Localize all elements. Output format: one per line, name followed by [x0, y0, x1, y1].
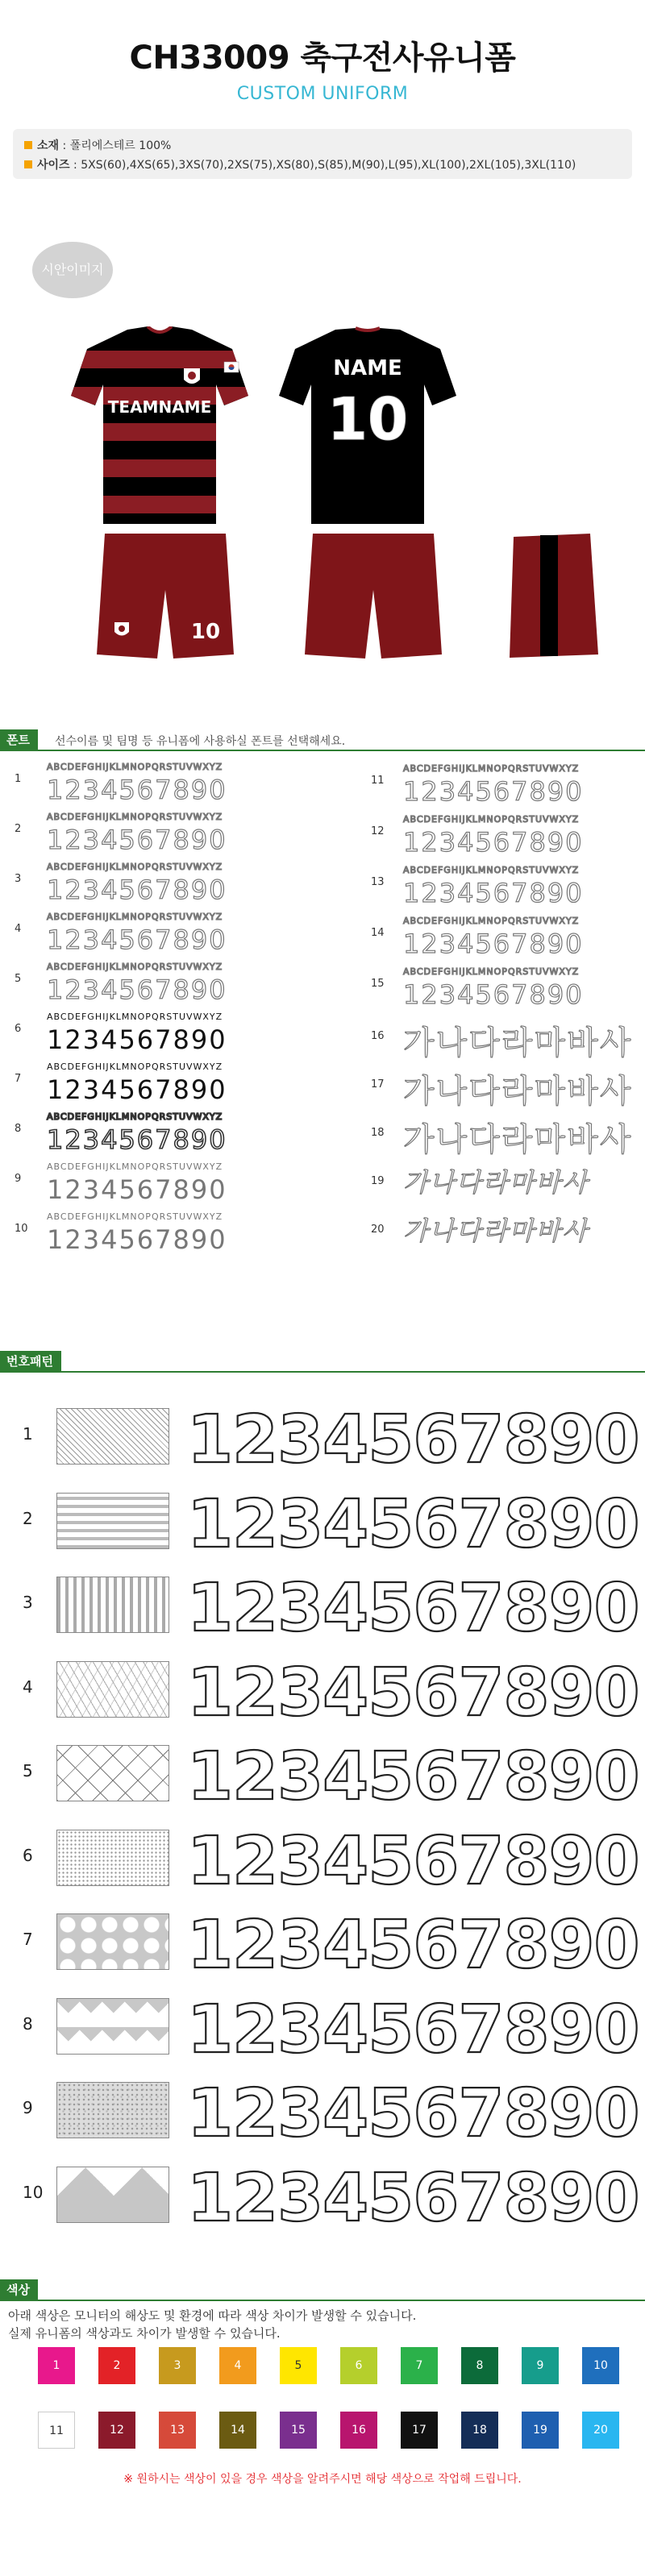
- shorts-number: 10: [190, 620, 221, 644]
- pattern-option[interactable]: [0, 1402, 645, 1478]
- font-alphabet-sample: ABCDEFGHIJKLMNOPQRSTUVWXYZ: [47, 1012, 223, 1022]
- pattern-digits-sample: 1234567890: [187, 2159, 639, 2237]
- font-number: 11: [371, 775, 385, 787]
- font-hangul-sample: 가나다라마바사: [403, 1073, 633, 1110]
- font-number: 16: [371, 1030, 385, 1042]
- font-digits-sample: 1234567890: [47, 775, 227, 805]
- font-digits-sample: 1234567890: [403, 776, 584, 807]
- preview-badge: 시안이미지: [32, 242, 113, 298]
- color-swatch[interactable]: 5: [280, 2347, 317, 2384]
- pattern-swatch: [56, 1998, 169, 2055]
- font-number: 4: [15, 923, 22, 935]
- patterns-section-divider: [0, 1371, 645, 1373]
- color-swatch[interactable]: 20: [582, 2412, 619, 2449]
- color-swatch[interactable]: 11: [38, 2412, 75, 2449]
- font-alphabet-sample: ABCDEFGHIJKLMNOPQRSTUVWXYZ: [47, 762, 223, 772]
- pattern-swatch: [56, 1577, 169, 1633]
- front-team-name: TEAMNAME: [107, 397, 212, 417]
- color-swatch[interactable]: 17: [401, 2412, 438, 2449]
- font-alphabet-sample: ABCDEFGHIJKLMNOPQRSTUVWXYZ: [47, 1062, 223, 1072]
- pattern-number: 10: [23, 2182, 44, 2202]
- color-swatch[interactable]: 9: [522, 2347, 559, 2384]
- pattern-number: 9: [23, 2098, 33, 2117]
- crest-icon: [184, 368, 200, 384]
- color-swatch[interactable]: 18: [461, 2412, 498, 2449]
- color-request-notice: ※ 원하시는 색상이 있을 경우 색상을 알려주시면 해당 색상으로 작업해 드립니다.: [123, 2473, 522, 2486]
- color-swatch[interactable]: 7: [401, 2347, 438, 2384]
- fonts-section-title: 폰트: [0, 729, 38, 750]
- crest-icon: [114, 622, 129, 636]
- font-number: 2: [15, 823, 22, 835]
- color-swatch[interactable]: 8: [461, 2347, 498, 2384]
- pattern-swatch: [56, 1408, 169, 1465]
- pattern-swatch: [56, 1661, 169, 1718]
- font-digits-sample: 1234567890: [47, 875, 227, 905]
- patterns-section-title: 번호패턴: [0, 1351, 61, 1372]
- pattern-digits-sample: 1234567890: [187, 1822, 639, 1900]
- pattern-option[interactable]: [0, 1739, 645, 1815]
- pattern-option[interactable]: [0, 1822, 645, 1900]
- pattern-digits-sample: 1234567890: [187, 1907, 639, 1984]
- bullet-square-icon: [24, 160, 32, 168]
- font-number: 20: [371, 1224, 385, 1236]
- font-number: 1: [15, 773, 22, 785]
- pattern-option[interactable]: [0, 1991, 645, 2068]
- pattern-swatch: [56, 2082, 169, 2138]
- font-number: 10: [15, 1223, 28, 1235]
- back-shorts-image: [305, 534, 442, 663]
- font-number: 13: [371, 876, 385, 888]
- font-number: 14: [371, 927, 385, 939]
- color-notice-line2: 실제 유니폼의 색상과도 차이가 발생할 수 있습니다.: [8, 2326, 281, 2341]
- pattern-option[interactable]: [0, 1654, 645, 1731]
- font-digits-sample: 1234567890: [403, 827, 584, 858]
- font-number: 12: [371, 825, 385, 837]
- font-digits-sample: 1234567890: [47, 1174, 227, 1205]
- flag-icon: [224, 362, 239, 372]
- pattern-swatch: [56, 2167, 169, 2223]
- pattern-number: 2: [23, 1508, 33, 1528]
- font-digits-sample: 1234567890: [47, 1224, 227, 1255]
- font-alphabet-sample: ABCDEFGHIJKLMNOPQRSTUVWXYZ: [403, 916, 580, 926]
- font-number: 6: [15, 1023, 22, 1035]
- color-swatch[interactable]: 10: [582, 2347, 619, 2384]
- font-alphabet-sample: ABCDEFGHIJKLMNOPQRSTUVWXYZ: [47, 912, 223, 922]
- front-jersey-image: [71, 326, 248, 524]
- font-alphabet-sample: ABCDEFGHIJKLMNOPQRSTUVWXYZ: [47, 1211, 223, 1222]
- font-alphabet-sample: ABCDEFGHIJKLMNOPQRSTUVWXYZ: [403, 763, 580, 774]
- spec-material: 소재 : 폴리에스테르 100%: [24, 137, 171, 153]
- font-digits-sample: 1234567890: [47, 1074, 227, 1105]
- font-hangul-sample: 가나다라마바사: [403, 1121, 633, 1158]
- font-alphabet-sample: ABCDEFGHIJKLMNOPQRSTUVWXYZ: [403, 814, 580, 825]
- color-swatch[interactable]: 3: [159, 2347, 196, 2384]
- font-digits-sample: 1234567890: [47, 1124, 227, 1155]
- font-number: 3: [15, 873, 22, 885]
- color-swatch[interactable]: 6: [340, 2347, 377, 2384]
- color-swatch[interactable]: 13: [159, 2412, 196, 2449]
- pattern-digits-sample: 1234567890: [187, 1654, 639, 1731]
- pattern-number: 4: [23, 1676, 33, 1697]
- pattern-option[interactable]: [0, 2075, 645, 2152]
- font-number: 8: [15, 1123, 22, 1135]
- color-swatch[interactable]: 2: [98, 2347, 135, 2384]
- pattern-number: 7: [23, 1930, 33, 1949]
- font-number: 7: [15, 1073, 22, 1085]
- color-swatch[interactable]: 15: [280, 2412, 317, 2449]
- bullet-square-icon: [24, 141, 32, 149]
- pattern-digits-sample: 1234567890: [187, 1485, 639, 1563]
- spec-size: 사이즈 : 5XS(60),4XS(65),3XS(70),2XS(75),XS(80),S(85),M(90),L(95),XL(100),2XL(105),3XL(110): [24, 156, 576, 172]
- font-number: 18: [371, 1127, 385, 1139]
- font-digits-sample: 1234567890: [403, 979, 584, 1010]
- font-alphabet-sample: ABCDEFGHIJKLMNOPQRSTUVWXYZ: [47, 1111, 223, 1122]
- pattern-number: 6: [23, 1845, 33, 1865]
- back-player-name: NAME: [333, 356, 402, 380]
- side-shorts-image: [510, 534, 598, 663]
- font-number: 15: [371, 978, 385, 990]
- font-number: 19: [371, 1175, 385, 1187]
- color-swatch[interactable]: 16: [340, 2412, 377, 2449]
- font-hangul-sample: 가나다라마바사: [403, 1167, 589, 1198]
- font-alphabet-sample: ABCDEFGHIJKLMNOPQRSTUVWXYZ: [47, 862, 223, 872]
- back-player-number: 10: [327, 385, 409, 453]
- spec-box: [13, 129, 632, 179]
- pattern-digits-sample: 1234567890: [187, 2075, 639, 2152]
- product-subtitle: CUSTOM UNIFORM: [236, 84, 409, 104]
- color-swatch[interactable]: 4: [219, 2347, 256, 2384]
- pattern-option[interactable]: [0, 2159, 645, 2237]
- font-digits-sample: 1234567890: [47, 974, 227, 1005]
- pattern-digits-sample: 1234567890: [187, 1991, 639, 2068]
- front-shorts-image: [97, 534, 234, 663]
- pattern-swatch: [56, 1745, 169, 1801]
- font-alphabet-sample: ABCDEFGHIJKLMNOPQRSTUVWXYZ: [47, 812, 223, 822]
- color-swatch[interactable]: 19: [522, 2412, 559, 2449]
- font-number: 5: [15, 973, 22, 985]
- pattern-option[interactable]: [0, 1485, 645, 1563]
- font-alphabet-sample: ABCDEFGHIJKLMNOPQRSTUVWXYZ: [403, 966, 580, 977]
- font-hangul-sample: 가나다라마바사: [403, 1215, 589, 1246]
- back-jersey-image: [279, 326, 456, 524]
- pattern-number: 8: [23, 2013, 33, 2034]
- font-digits-sample: 1234567890: [47, 1024, 227, 1055]
- pattern-number: 3: [23, 1593, 33, 1612]
- pattern-swatch: [56, 1493, 169, 1549]
- font-alphabet-sample: ABCDEFGHIJKLMNOPQRSTUVWXYZ: [403, 865, 580, 875]
- font-digits-sample: 1234567890: [47, 825, 227, 855]
- font-hangul-sample: 가나다라마바사: [403, 1024, 633, 1062]
- color-swatch[interactable]: 1: [38, 2347, 75, 2384]
- fonts-section-description: 선수이름 및 팀명 등 유니폼에 사용하실 폰트를 선택해세요.: [55, 735, 346, 748]
- font-alphabet-sample: ABCDEFGHIJKLMNOPQRSTUVWXYZ: [47, 962, 223, 972]
- font-alphabet-sample: ABCDEFGHIJKLMNOPQRSTUVWXYZ: [47, 1161, 223, 1172]
- pattern-number: 1: [23, 1424, 33, 1444]
- product-title: CH33009 축구전사유니폼: [129, 39, 516, 77]
- fonts-section-divider: [0, 750, 645, 751]
- font-digits-sample: 1234567890: [403, 878, 584, 908]
- pattern-swatch: [56, 1830, 169, 1886]
- font-digits-sample: 1234567890: [47, 924, 227, 955]
- pattern-number: 5: [23, 1761, 33, 1780]
- colors-section-divider: [0, 2300, 645, 2301]
- pattern-option[interactable]: [0, 1570, 645, 1647]
- pattern-digits-sample: 1234567890: [187, 1570, 639, 1647]
- pattern-digits-sample: 1234567890: [187, 1739, 639, 1815]
- color-notice-line1: 아래 색상은 모니터의 해상도 및 환경에 따라 색상 차이가 발생할 수 있습니다.: [8, 2308, 417, 2323]
- pattern-option[interactable]: [0, 1907, 645, 1984]
- font-digits-sample: 1234567890: [403, 929, 584, 959]
- font-number: 9: [15, 1173, 22, 1185]
- font-number: 17: [371, 1078, 385, 1091]
- colors-section-title: 색상: [0, 2279, 38, 2300]
- pattern-swatch: [56, 1913, 169, 1970]
- color-swatch[interactable]: 14: [219, 2412, 256, 2449]
- color-swatch[interactable]: 12: [98, 2412, 135, 2449]
- pattern-digits-sample: 1234567890: [187, 1402, 639, 1478]
